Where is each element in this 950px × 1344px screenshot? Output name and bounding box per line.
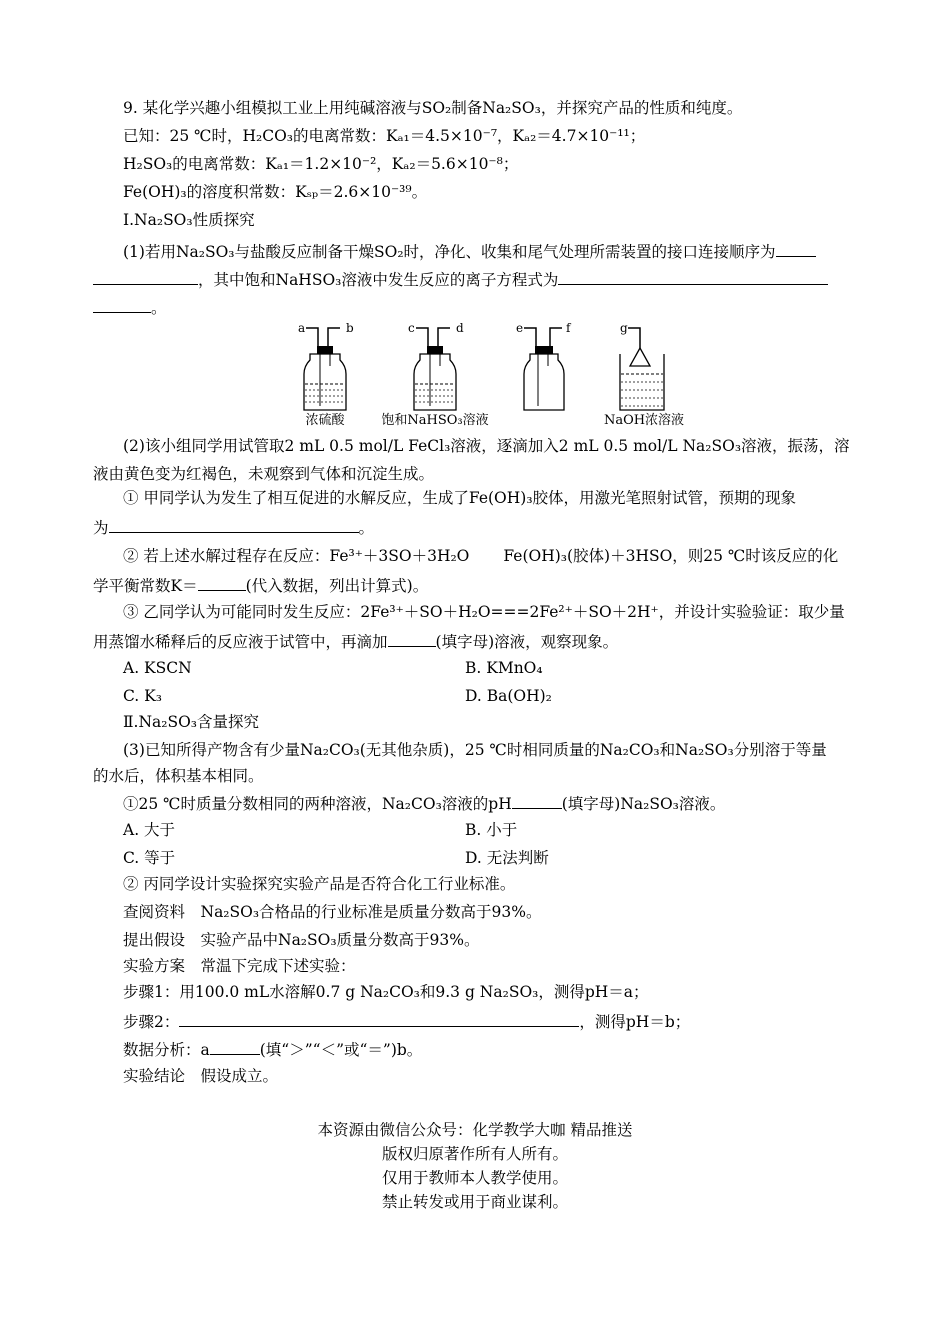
known-feoh3: Fe(OH)₃的溶度积常数：Kₛₚ＝2.6×10⁻³⁹。 <box>123 183 428 201</box>
q2b-line1 <box>123 546 838 566</box>
footer-line1: 本资源由微信公众号：化学教学大咖 精品推送 <box>317 1121 633 1139</box>
option-d-baoh2: D. Ba(OH)₂ <box>465 687 552 705</box>
port-c: c <box>408 321 415 335</box>
label-naoh-solution: NaOH浓溶液 <box>603 413 685 428</box>
q1-text2: ，其中饱和NaHSO₃溶液中发生反应的离子方程式为 <box>198 271 559 289</box>
answer-blank <box>776 240 816 257</box>
q2-line2: 液由黄色变为红褐色，未观察到气体和沉淀生成。 <box>93 465 435 483</box>
section-title-2: Ⅱ.Na₂SO₃含量探究 <box>123 713 260 731</box>
answer-blank <box>388 630 436 647</box>
q1-text1: (1)若用Na₂SO₃与盐酸反应制备干燥SO₂时，净化、收集和尾气处理所需装置的接口连接顺序为 <box>123 243 776 261</box>
q2c-text2a: 用蒸馏水稀释后的反应液于试管中，再滴加 <box>93 633 388 651</box>
step1-line: 步骤1：用100.0 mL水溶解0.7 g Na₂CO₃和9.3 g Na₂SO₃，测得pH＝a； <box>123 983 649 1001</box>
collection-bottle <box>516 321 572 410</box>
q2-line1: (2)该小组同学用试管取2 mL 0.5 mol/L FeCl₃溶液，逐滴加入2 mL 0.5 mol/L Na₂SO₃溶液，振荡，溶 <box>123 437 850 455</box>
q2b-line2 <box>93 574 428 596</box>
analysis-text-b: (填“＞”“＜”或“＝”)b。 <box>259 1041 423 1059</box>
port-f: f <box>566 321 571 335</box>
q2c-line1: ③ 乙同学认为可能同时发生反应：2Fe³⁺＋SO＋H₂O===2Fe²⁺＋SO＋2H⁺，并设计实验验证：取少量 <box>123 603 845 621</box>
q2b-text2a: 学平衡常数K＝ <box>93 577 198 595</box>
q3a-text-b: (填字母)Na₂SO₃溶液。 <box>561 795 726 813</box>
option-a-kscn: A. KSCN <box>123 659 192 677</box>
analysis-line <box>123 1038 422 1060</box>
plan-line: 实验方案 常温下完成下述实验： <box>123 957 356 975</box>
footer-line4: 禁止转发或用于商业谋利。 <box>381 1193 568 1211</box>
step2-line <box>123 1010 690 1032</box>
known-h2so3: H₂SO₃的电离常数：Kₐ₁＝1.2×10⁻²，Kₐ₂＝5.6×10⁻⁸； <box>123 155 519 173</box>
label-sat-nahso3: 饱和NaHSO₃溶液 <box>381 413 489 428</box>
answer-blank <box>179 1010 579 1027</box>
q2a-line2 <box>93 516 374 538</box>
label-conc-sulfuric-acid: 浓硫酸 <box>305 413 345 428</box>
conclusion-line: 实验结论 假设成立。 <box>123 1067 279 1085</box>
answer-blank <box>210 1038 260 1055</box>
q2a-line1: ① 甲同学认为发生了相互促进的水解反应，生成了Fe(OH)₃胶体，用激光笔照射试管，预期的现象 <box>123 489 797 507</box>
known-h2co3: 已知：25 ℃时，H₂CO₃的电离常数：Kₐ₁＝4.5×10⁻⁷，Kₐ₂＝4.7×10⁻¹¹； <box>123 127 646 145</box>
q3a-text-a: ①25 ℃时质量分数相同的两种溶液，Na₂CO₃溶液的pH <box>123 795 512 813</box>
q3-line1: (3)已知所得产物含有少量Na₂CO₃(无其他杂质)，25 ℃时相同质量的Na₂CO₃和Na₂SO₃分别溶于等量 <box>123 741 827 759</box>
hypothesis-line: 提出假设 实验产品中Na₂SO₃质量分数高于93%。 <box>123 931 480 949</box>
answer-blank <box>558 268 828 285</box>
option-b-less: B. 小于 <box>465 821 518 839</box>
q3-line2: 的水后，体积基本相同。 <box>93 767 264 785</box>
q3a-line <box>123 792 725 814</box>
q3b-line: ② 丙同学设计实验探究实验产品是否符合化工行业标准。 <box>123 875 516 893</box>
q2c-text2b: (填字母)溶液，观察现象。 <box>435 633 619 651</box>
apparatus-svg <box>290 318 690 428</box>
port-b: b <box>346 321 354 335</box>
step2-text-a: 步骤2： <box>123 1013 180 1031</box>
q2c-line2 <box>93 630 618 652</box>
q1-line1 <box>123 240 816 262</box>
option-d-undetermined: D. 无法判断 <box>465 849 549 867</box>
absorption-beaker <box>604 321 684 428</box>
answer-blank <box>198 574 246 591</box>
gas-washing-bottle-2 <box>381 321 488 428</box>
footer-line3: 仅用于教师本人教学使用。 <box>381 1169 568 1187</box>
port-d: d <box>456 321 464 335</box>
q1-end: 。 <box>151 299 167 317</box>
apparatus-figure <box>290 318 690 428</box>
option-c-k3: C. K₃ <box>123 687 162 705</box>
port-g: g <box>620 321 628 335</box>
port-e: e <box>516 321 524 335</box>
q2a-pre: 为 <box>93 519 109 537</box>
answer-blank <box>93 296 151 313</box>
footer-line2: 版权归原著作所有人所有。 <box>381 1145 568 1163</box>
section-title-1: Ⅰ.Na₂SO₃性质探究 <box>123 211 255 229</box>
q2b-text1b: Fe(OH)₃(胶体)＋3HSO，则25 ℃时该反应的化 <box>503 547 839 565</box>
q1-line2 <box>93 268 828 290</box>
question-intro: 9. 某化学兴趣小组模拟工业上用纯碱溶液与SO₂制备Na₂SO₃，并探究产品的性质和纯度。 <box>123 99 743 117</box>
port-a: a <box>298 321 306 335</box>
step2-text-b: ，测得pH＝b； <box>579 1013 691 1031</box>
answer-blank <box>512 792 562 809</box>
option-c-equal: C. 等于 <box>123 849 176 867</box>
option-a-greater: A. 大于 <box>123 821 176 839</box>
gas-washing-bottle-1 <box>298 321 354 428</box>
answer-blank <box>93 268 198 285</box>
answer-blank <box>109 516 359 533</box>
analysis-text-a: 数据分析：a <box>123 1041 210 1059</box>
q2b-text2b: (代入数据，列出计算式)。 <box>245 577 429 595</box>
lookup-line: 查阅资料 Na₂SO₃合格品的行业标准是质量分数高于93%。 <box>123 903 542 921</box>
q1-line3 <box>93 296 167 318</box>
q2a-end: 。 <box>358 519 375 537</box>
q2b-text1a: ② 若上述水解过程存在反应：Fe³⁺＋3SO＋3H₂O <box>123 547 470 565</box>
option-b-kmno4: B. KMnO₄ <box>465 659 543 677</box>
